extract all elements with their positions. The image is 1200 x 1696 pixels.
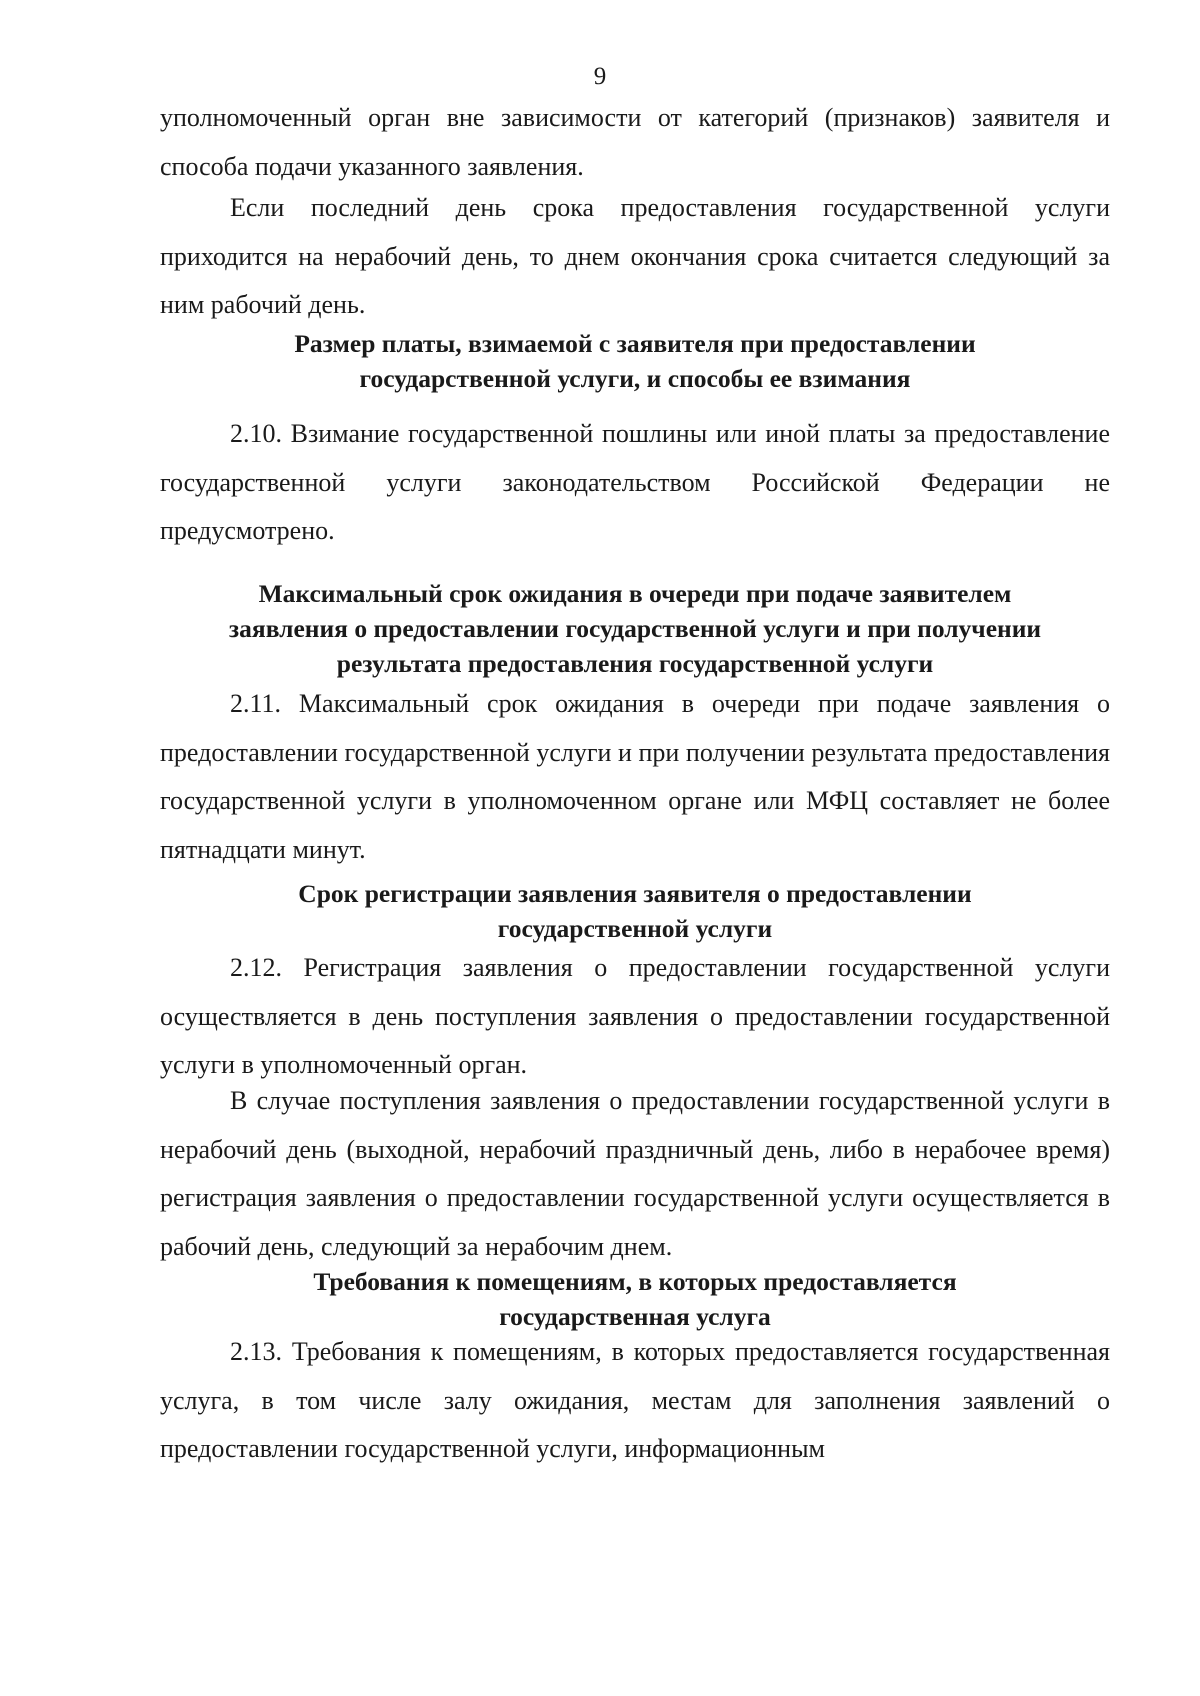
heading-line: Максимальный срок ожидания в очереди при подаче заявителем	[258, 579, 1012, 608]
paragraph-non-working-day: В случае поступления заявления о предоставлении государственной услуги в нерабочий день (выходной, нерабочий праздничный день, либо в нерабочее время) регистрация заявления о предоставлении государственной услуги осуществляется в рабочий день, следующий за нерабочим днем.	[160, 1086, 1110, 1261]
paragraph-2-13: 2.13. Требования к помещениям, в которых предоставляется государственная услуга, в том числе залу ожидания, местам для заполнения заявлений о предоставлении государственной услуги, информационным	[160, 1337, 1110, 1463]
heading-line: Требования к помещениям, в которых предоставляется	[313, 1267, 957, 1296]
heading-premises	[160, 1264, 1110, 1334]
heading-fee	[160, 326, 1110, 396]
paragraph-2-11: 2.11. Максимальный срок ожидания в очереди при подаче заявления о предоставлении государственной услуги и при получении результата предоставления государственной услуги в уполномоченном органе или МФЦ составляет не более пятнадцати минут.	[160, 689, 1110, 864]
paragraph-2-10: 2.10. Взимание государственной пошлины или иной платы за предоставление государственной услуги законодательством Российской Федерации не предусмотрено.	[160, 419, 1110, 545]
heading-line: заявления о предоставлении государственной услуги и при получении	[228, 614, 1042, 643]
heading-registration	[160, 876, 1110, 946]
heading-line: государственная услуга	[499, 1302, 771, 1331]
paragraph-deadline-holiday: Если последний день срока предоставления государственной услуги приходится на нерабочий день, то днем окончания срока считается следующий за ним рабочий день.	[160, 193, 1110, 319]
heading-line: Размер платы, взимаемой с заявителя при предоставлении	[294, 329, 976, 358]
heading-line: результата предоставления государственной услуги	[336, 649, 934, 678]
paragraph-2-12: 2.12. Регистрация заявления о предоставлении государственной услуги осуществляется в день поступления заявления о предоставлении государственной услуги в уполномоченный орган.	[160, 953, 1110, 1079]
heading-line: Срок регистрации заявления заявителя о предоставлении	[298, 879, 972, 908]
page-number: 9	[593, 63, 607, 90]
heading-line: государственной услуги, и способы ее взимания	[359, 364, 911, 393]
paragraph-continuation: уполномоченный орган вне зависимости от категорий (признаков) заявителя и способа подачи указанного заявления.	[160, 103, 1110, 181]
heading-line: государственной услуги	[497, 914, 773, 943]
heading-waiting-time	[160, 576, 1110, 681]
